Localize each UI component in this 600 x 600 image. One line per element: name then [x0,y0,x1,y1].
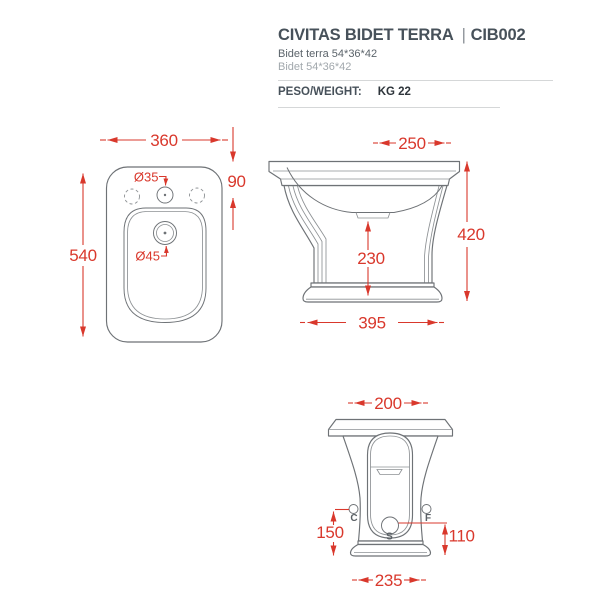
dim-height: 420 [457,225,485,244]
bidet-top-outline [107,167,223,342]
drain-diameter-label: Ø45 [135,248,160,264]
subtitle-italian: Bidet terra 54*36*42 [278,48,378,60]
dim-top-width: 360 [150,131,178,150]
drain-label: S [386,531,393,543]
title-separator: | [461,26,466,44]
dim-base-width: 235 [374,571,403,590]
hot-inlet-label: F [424,513,432,524]
tap-hole-diameter-label: Ø35 [133,169,159,185]
product-name: CIVITAS BIDET TERRA [278,26,454,44]
page-title [278,26,568,45]
side-view [255,120,500,345]
dim-rear-top-width: 200 [374,394,402,413]
dim-bowl-height: 230 [357,249,385,268]
header [278,26,568,73]
weight-row [278,86,411,98]
cold-inlet-label: C [350,513,358,524]
weight-value: KG 22 [377,86,411,98]
top-view [55,115,260,410]
dim-tap-offset: 90 [227,172,246,191]
bidet-rear-outline [329,420,453,557]
subtitle-english: Bidet 54*36*42 [278,61,352,73]
dim-rear-depth: 250 [398,134,426,153]
product-code: CIB002 [470,26,526,44]
bidet-side-outline [269,162,460,303]
dim-base-depth: 395 [358,313,386,333]
dim-top-depth: 540 [69,246,97,265]
dim-inlet-height: 150 [316,523,344,542]
dim-drain-height: 110 [448,526,475,546]
weight-label: PESO/WEIGHT: [278,86,362,98]
rear-view [300,390,500,595]
divider-line-bottom [278,107,500,108]
divider-line-top [278,80,553,81]
